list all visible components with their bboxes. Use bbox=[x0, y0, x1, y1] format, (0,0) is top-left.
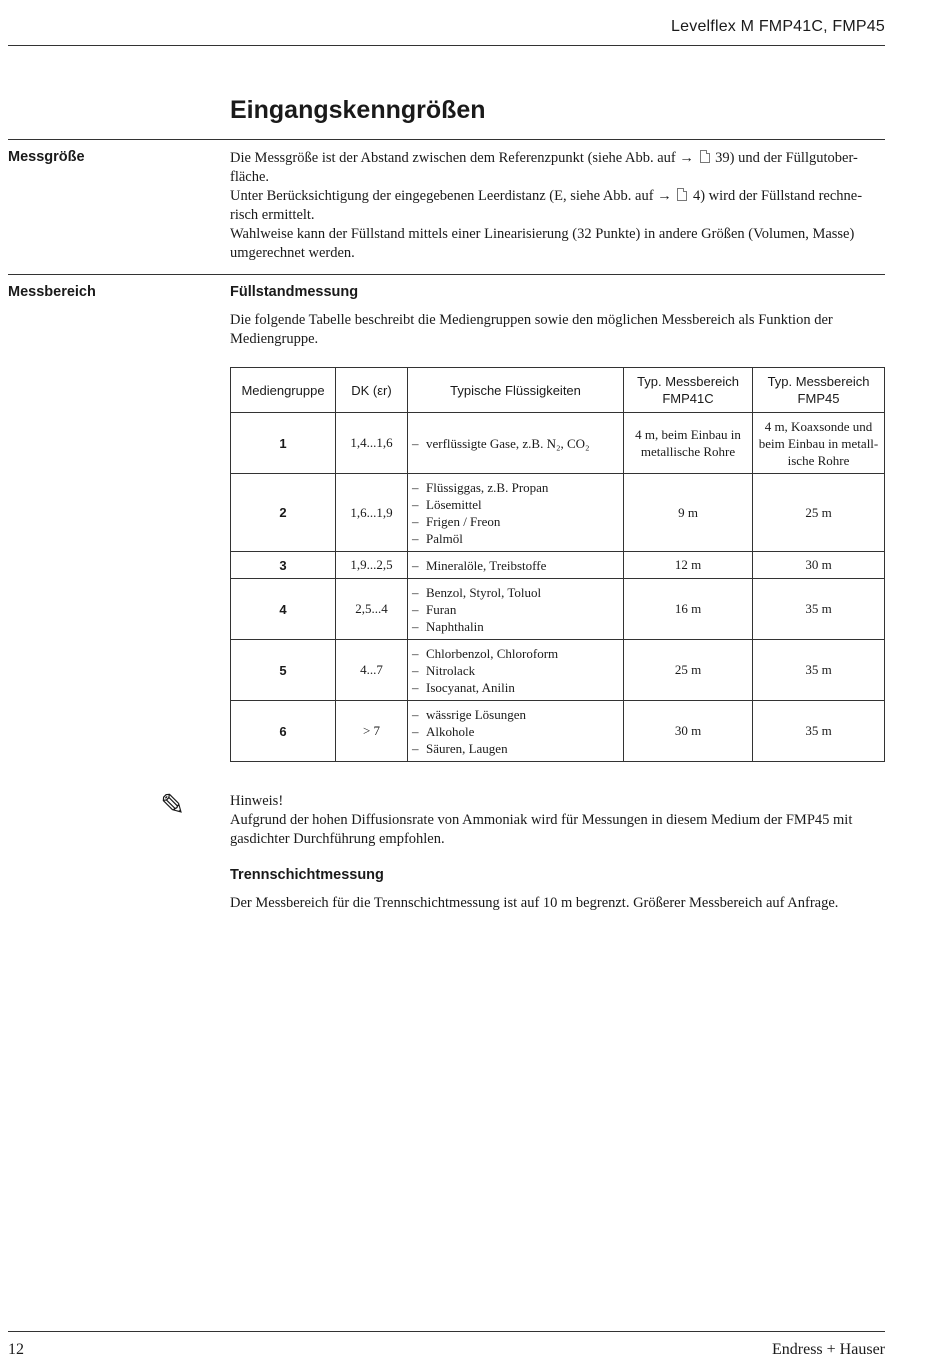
section-rule-messbereich bbox=[8, 274, 885, 275]
cell-liquids bbox=[408, 701, 624, 762]
messgroesse-p2-b: 4) wird der Füllstand rechne-risch ermittelt. bbox=[230, 188, 863, 223]
liquid-item: – Flüssiggas, z.B. Propan bbox=[412, 479, 619, 496]
cell-fmp41c: 4 m, beim Einbau in metallische Rohre bbox=[624, 413, 753, 474]
trennschicht-text: Der Messbereich für die Trennschichtmessung ist auf 10 m begrenzt. Größerer Messbereich auf Anfrage. bbox=[230, 895, 839, 911]
fuellstand-heading: Füllstandmessung bbox=[230, 284, 359, 300]
cell-fmp45: 35 m bbox=[753, 701, 885, 762]
messgroesse-p2-a: Unter Berücksichtigung der eingegebenen Leerdistanz (E, siehe Abb. auf → bbox=[230, 188, 676, 204]
cell-fmp45: 25 m bbox=[753, 474, 885, 552]
col-header-fluessigkeiten: Typische Flüssigkeiten bbox=[408, 368, 624, 413]
cell-fmp45: 4 m, Koaxsonde und beim Einbau in metall-ische Rohre bbox=[753, 413, 885, 474]
col-header-mediengruppe: Mediengruppe bbox=[231, 368, 336, 413]
liquid-item: – Chlorbenzol, Chloroform bbox=[412, 645, 619, 662]
trennschicht-heading: Trennschichtmessung bbox=[230, 867, 384, 883]
cell-liquids bbox=[408, 552, 624, 579]
footer-brand: Endress + Hauser bbox=[772, 1341, 885, 1358]
liquid-item: – Nitrolack bbox=[412, 662, 619, 679]
cell-dk: 2,5...4 bbox=[336, 579, 408, 640]
liquid-item: – Säuren, Laugen bbox=[412, 740, 619, 757]
messgroesse-paragraph-1 bbox=[230, 149, 885, 187]
liquid-item: – wässrige Lösungen bbox=[412, 706, 619, 723]
cell-liquids bbox=[408, 474, 624, 552]
liquid-item: – Furan bbox=[412, 601, 619, 618]
media-group-table bbox=[230, 367, 885, 762]
cell-liquids bbox=[408, 640, 624, 701]
cell-group: 2 bbox=[231, 474, 336, 552]
table-row bbox=[231, 474, 885, 552]
table-row bbox=[231, 640, 885, 701]
table-row bbox=[231, 552, 885, 579]
cell-liquids bbox=[408, 413, 624, 474]
cell-dk: 1,4...1,6 bbox=[336, 413, 408, 474]
pencil-note-icon: ✎ bbox=[160, 788, 186, 823]
page-number: 12 bbox=[8, 1341, 24, 1358]
messgroesse-paragraph-2 bbox=[230, 187, 885, 225]
liquid-item: – Naphthalin bbox=[412, 618, 619, 635]
page-reference-icon bbox=[677, 188, 687, 201]
cell-dk: 4...7 bbox=[336, 640, 408, 701]
note-title: Hinweis! bbox=[230, 793, 284, 809]
cell-group: 3 bbox=[231, 552, 336, 579]
liquid-item: – Palmöl bbox=[412, 530, 619, 547]
footer-rule bbox=[8, 1331, 885, 1332]
cell-fmp41c: 25 m bbox=[624, 640, 753, 701]
section-rule-messgroesse bbox=[8, 139, 885, 140]
table-row bbox=[231, 579, 885, 640]
liquid-item: – Mineralöle, Treibstoffe bbox=[412, 557, 619, 574]
fuellstand-intro: Die folgende Tabelle beschreibt die Mediengruppen sowie den möglichen Messbereich als Funktion der Mediengruppe. bbox=[230, 312, 833, 347]
cell-group: 1 bbox=[231, 413, 336, 474]
cell-fmp45: 35 m bbox=[753, 579, 885, 640]
col-header-fmp45: Typ. Messbereich FMP45 bbox=[753, 368, 885, 413]
page-title: Eingangskenngrößen bbox=[230, 96, 486, 124]
cell-fmp45: 30 m bbox=[753, 552, 885, 579]
cell-dk: > 7 bbox=[336, 701, 408, 762]
cell-fmp41c: 9 m bbox=[624, 474, 753, 552]
liquid-item: – Benzol, Styrol, Toluol bbox=[412, 584, 619, 601]
messgroesse-p1-a: Die Messgröße ist der Abstand zwischen dem Referenzpunkt (siehe Abb. auf → bbox=[230, 150, 698, 166]
cell-group: 4 bbox=[231, 579, 336, 640]
header-title: Levelflex M FMP41C, FMP45 bbox=[671, 18, 885, 35]
cell-fmp41c: 16 m bbox=[624, 579, 753, 640]
cell-group: 5 bbox=[231, 640, 336, 701]
col-header-fmp41c: Typ. Messbereich FMP41C bbox=[624, 368, 753, 413]
header-rule bbox=[8, 45, 885, 46]
liquid-item: – Isocyanat, Anilin bbox=[412, 679, 619, 696]
messgroesse-p1-b: 39) und der Füllgutober-fläche. bbox=[230, 150, 858, 185]
cell-liquids bbox=[408, 579, 624, 640]
table-row bbox=[231, 413, 885, 474]
messgroesse-paragraph-3: Wahlweise kann der Füllstand mittels einer Linearisierung (32 Punkte) in andere Größen (Volumen, Masse) umgerechnet werden. bbox=[230, 226, 855, 261]
liquid-item: – Alkohole bbox=[412, 723, 619, 740]
cell-fmp45: 35 m bbox=[753, 640, 885, 701]
cell-group: 6 bbox=[231, 701, 336, 762]
liquid-item: – Lösemittel bbox=[412, 496, 619, 513]
page-reference-icon bbox=[700, 150, 710, 163]
cell-dk: 1,6...1,9 bbox=[336, 474, 408, 552]
note-text: Aufgrund der hohen Diffusionsrate von Ammoniak wird für Messungen in diesem Medium der FMP45 mit gasdichter Durchführung empfohlen. bbox=[230, 812, 853, 847]
table-header-row bbox=[231, 368, 885, 413]
messbereich-label: Messbereich bbox=[8, 284, 96, 300]
liquid-item: – verflüssigte Gase, z.B. N₂, CO₂ bbox=[412, 435, 619, 452]
col-header-dk: DK (εr) bbox=[336, 368, 408, 413]
messgroesse-text bbox=[230, 149, 885, 263]
cell-dk: 1,9...2,5 bbox=[336, 552, 408, 579]
note-block bbox=[230, 792, 885, 849]
table-row bbox=[231, 701, 885, 762]
cell-fmp41c: 12 m bbox=[624, 552, 753, 579]
messgroesse-label: Messgröße bbox=[8, 149, 85, 165]
cell-fmp41c: 30 m bbox=[624, 701, 753, 762]
liquid-item: – Frigen / Freon bbox=[412, 513, 619, 530]
